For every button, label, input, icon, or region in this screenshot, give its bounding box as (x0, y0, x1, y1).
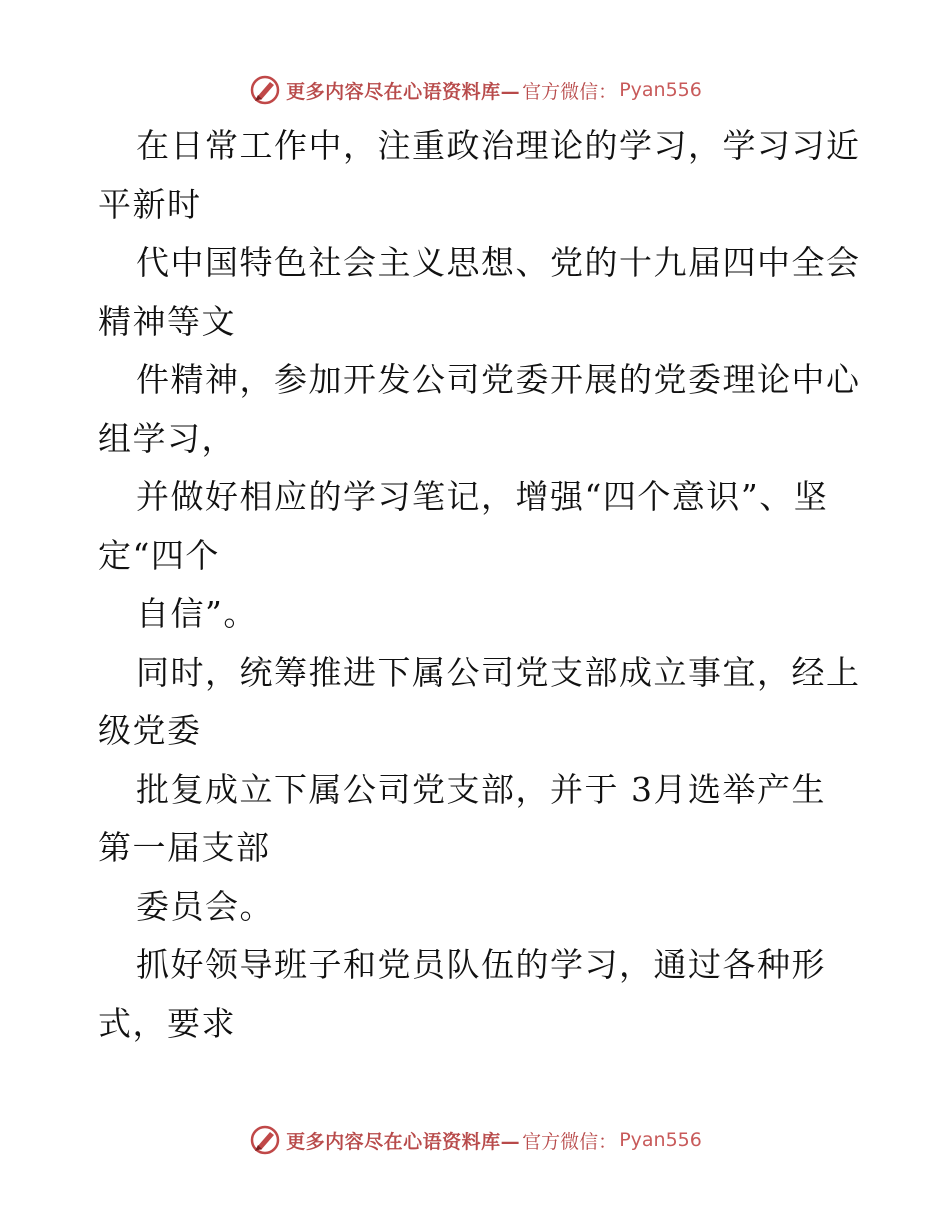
watermark-text: 更多内容尽在心语资料库— (286, 80, 521, 103)
watermark-wechat-label: 官方微信： (522, 80, 618, 103)
watermark-wechat-id: Pyan556 (619, 1129, 702, 1151)
text-line: 抓好领导班子和党员队伍的学习，通过各种形 (136, 945, 826, 984)
watermark-wechat-id: Pyan556 (619, 79, 702, 101)
document-body (98, 117, 861, 1053)
text-line: 同时，统筹推进下属公司党支部成立事宜，经上 (136, 652, 861, 692)
header-watermark (0, 70, 950, 110)
pen-logo-icon (248, 1123, 282, 1157)
text-line: 式，要求 (98, 1003, 236, 1043)
footer-watermark (0, 1120, 950, 1160)
watermark-wechat-label: 官方微信： (522, 1130, 618, 1153)
text-line: 件精神，参加开发公司党委开展的党委理论中心 (136, 360, 861, 399)
text-line: 在日常工作中，注重政治理论的学习，学习习近 (136, 126, 861, 165)
text-line: 并做好相应的学习笔记，增强“四个意识”、坚 (136, 477, 829, 516)
text-line: 自信”。 (136, 594, 258, 633)
text-line: 定“四个 (98, 535, 220, 575)
text-line: 精神等文 (98, 301, 236, 341)
text-line: 代中国特色社会主义思想、党的十九届四中全会 (136, 243, 861, 282)
text-line: 批复成立下属公司党支部，并于 3月选举产生 (136, 769, 826, 809)
text-line: 组学习， (98, 418, 236, 458)
text-line: 级党委 (98, 711, 202, 750)
text-line: 第一届支部 (98, 828, 271, 867)
text-line: 平新时 (98, 184, 202, 224)
text-line: 委员会。 (136, 886, 274, 926)
watermark-text: 更多内容尽在心语资料库— (286, 1130, 521, 1153)
pen-logo-icon (248, 73, 282, 107)
